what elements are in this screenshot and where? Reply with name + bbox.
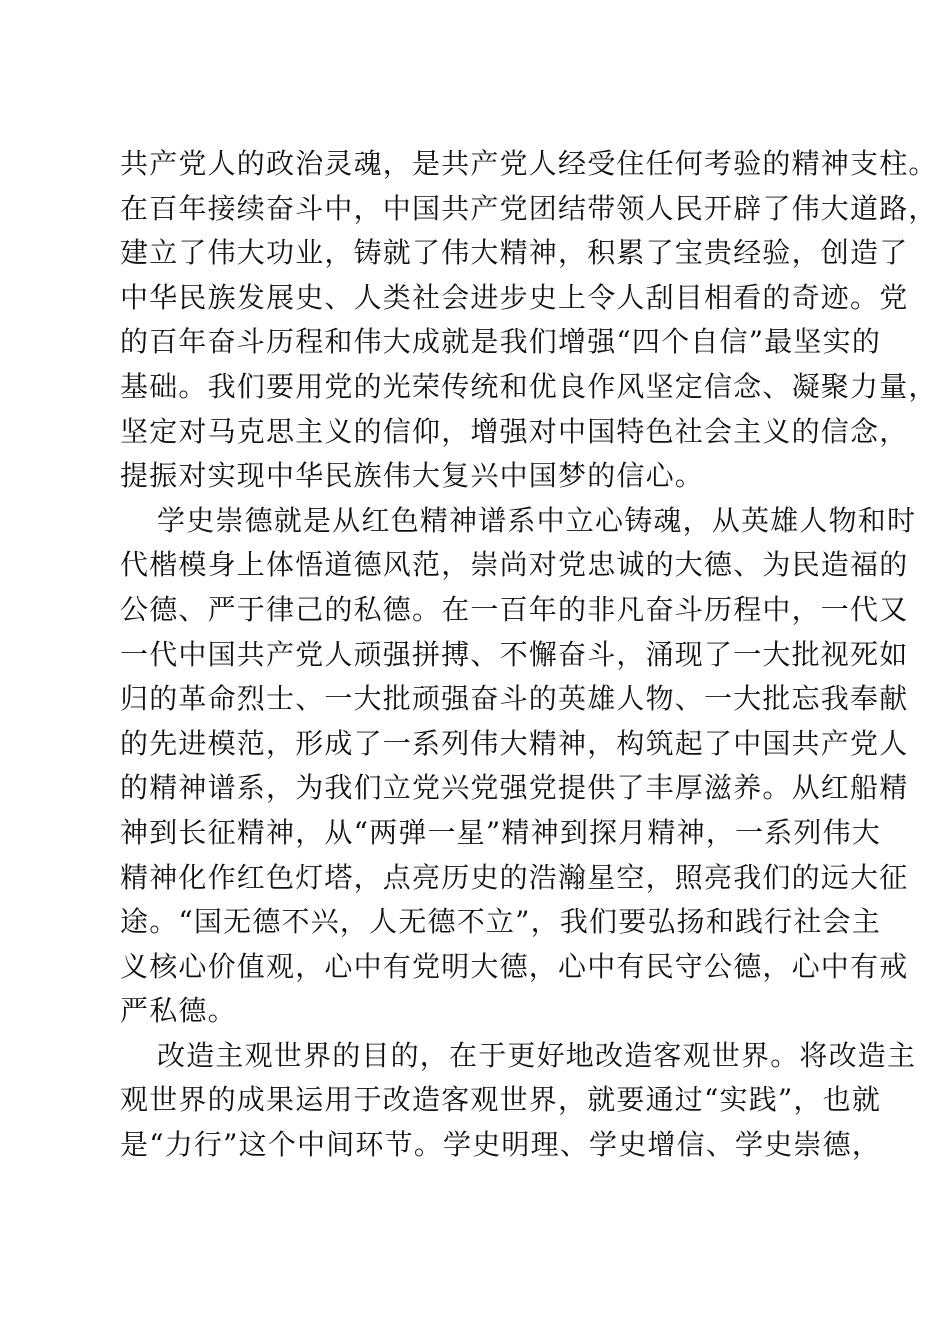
text-line: 在百年接续奋斗中，中国共产党团结带领人民开辟了伟大道路， xyxy=(120,191,938,225)
text-line: 途。“国无德不兴，人无德不立”，我们要弘扬和践行社会主 xyxy=(120,905,882,939)
text-line: 提振对实现中华民族伟大复兴中国梦的信心。 xyxy=(120,459,705,493)
text-line: 归的革命烈士、一大批顽强奋斗的英雄人物、一大批忘我奉献 xyxy=(120,682,909,716)
text-line: 的百年奋斗历程和伟大成就是我们增强“四个自信”最坚实的 xyxy=(120,325,882,359)
text-line: 精神化作红色灯塔，点亮历史的浩瀚星空，照亮我们的远大征 xyxy=(120,860,909,894)
text-line: 是“力行”这个中间环节。学史明理、学史增信、学史崇德， xyxy=(120,1128,882,1162)
text-line: 代楷模身上体悟道德风范，崇尚对党忠诚的大德、为民造福的 xyxy=(120,548,909,582)
paragraph-1 xyxy=(120,142,938,499)
text-line: 观世界的成果运用于改造客观世界，就要通过“实践”，也就 xyxy=(120,1083,882,1117)
text-line: 神到长征精神，从“两弹一星”精神到探月精神，一系列伟大 xyxy=(120,815,882,849)
text-line: 学史崇德就是从红色精神谱系中立心铸魂，从英雄人物和时 xyxy=(157,503,917,537)
text-line: 基础。我们要用党的光荣传统和优良作风坚定信念、凝聚力量， xyxy=(120,369,938,403)
text-line: 的先进模范，形成了一系列伟大精神，构筑起了中国共产党人 xyxy=(120,726,909,760)
paragraph-3 xyxy=(120,1034,917,1168)
text-line: 一代中国共产党人顽强拼搏、不懈奋斗，涌现了一大批视死如 xyxy=(120,637,909,671)
text-line: 严私德。 xyxy=(120,994,237,1028)
text-line: 中华民族发展史、人类社会进步史上令人刮目相看的奇迹。党 xyxy=(120,280,909,314)
text-line: 义核心价值观，心中有党明大德，心中有民守公德，心中有戒 xyxy=(120,949,909,983)
text-line: 公德、严于律己的私德。在一百年的非凡奋斗历程中，一代又 xyxy=(120,592,909,626)
text-line: 改造主观世界的目的，在于更好地改造客观世界。将改造主 xyxy=(157,1038,917,1072)
body-text xyxy=(120,142,938,1168)
text-line: 共产党人的政治灵魂，是共产党人经受住任何考验的精神支柱。 xyxy=(120,147,938,180)
text-line: 坚定对马克思主义的信仰，增强对中国特色社会主义的信念， xyxy=(120,414,909,448)
text-line: 的精神谱系，为我们立党兴党强党提供了丰厚滋养。从红船精 xyxy=(120,771,909,805)
text-line: 建立了伟大功业，铸就了伟大精神，积累了宝贵经验，创造了 xyxy=(120,236,909,270)
paragraph-2 xyxy=(120,499,917,1034)
